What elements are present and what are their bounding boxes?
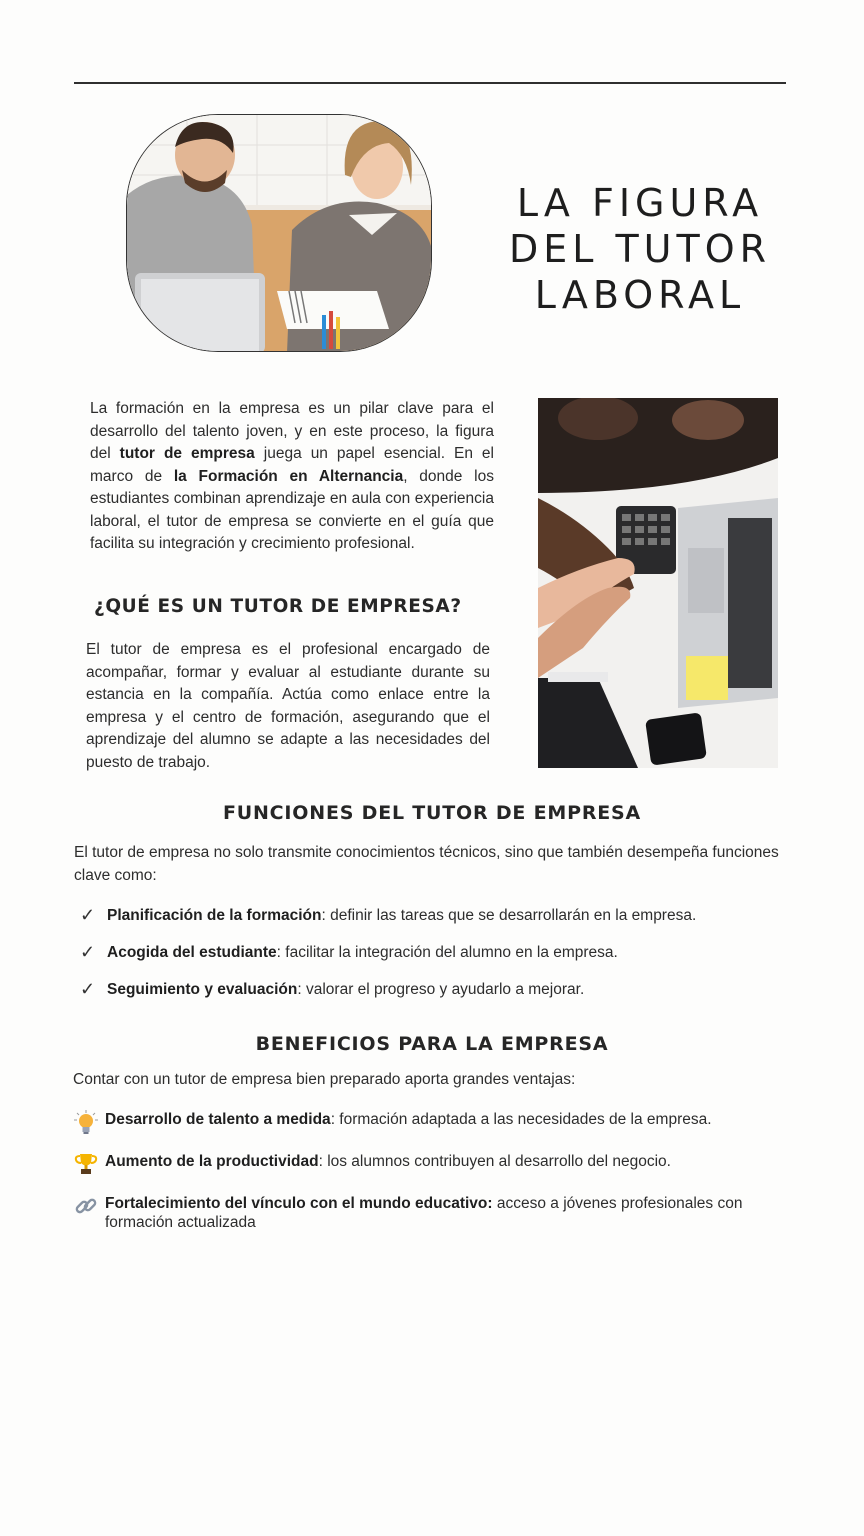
function-title: Planificación de la formación	[107, 907, 322, 924]
benefit-title: Desarrollo de talento a medida	[105, 1111, 331, 1128]
link-icon	[74, 1194, 105, 1218]
function-title: Seguimiento y evaluación	[107, 981, 298, 998]
checkmark-icon: ✓	[80, 979, 96, 999]
title-line-1: LA FIGURA	[516, 181, 764, 225]
intro-text-2: juega un papel esencial. En el marco de	[90, 445, 494, 485]
function-desc: : valorar el progreso y ayudarlo a mejorar.	[297, 981, 585, 998]
title-line-2: DEL TUTOR	[508, 227, 772, 271]
teamwork-hands-photo	[538, 398, 778, 768]
checkmark-icon: ✓	[80, 942, 96, 962]
benefit-title: Aumento de la productividad	[105, 1153, 319, 1170]
list-item	[80, 980, 800, 1017]
functions-heading: FUNCIONES DEL TUTOR DE EMPRESA	[222, 802, 642, 824]
checkmark-icon: ✓	[80, 905, 96, 925]
benefit-desc: acceso a jóvenes profesionales con formación actualizada	[105, 1195, 743, 1231]
top-divider	[74, 82, 786, 84]
benefit-title: Fortalecimiento del vínculo con el mundo educativo:	[105, 1195, 493, 1212]
intro-bold-alternancia: la Formación en Alternancia	[173, 467, 404, 485]
benefit-desc: : los alumnos contribuyen al desarrollo del negocio.	[318, 1153, 671, 1170]
benefits-intro: Contar con un tutor de empresa bien preparado aporta grandes ventajas:	[73, 1071, 576, 1088]
functions-list	[80, 906, 800, 1017]
list-item	[74, 1194, 794, 1232]
function-desc: : definir las tareas que se desarrollarán en la empresa.	[321, 907, 697, 924]
intro-paragraph	[90, 398, 494, 556]
trophy-icon	[74, 1152, 105, 1176]
what-is-tutor-paragraph: El tutor de empresa es el profesional encargado de acompañar, formar y evaluar al estudiante durante su estancia en la compañía. Actúa como enlace entre la empresa y el centro de formación, asegurando que el aprendizaje del alumno se adapte a las necesidades del puesto de trabajo.	[86, 641, 490, 771]
list-item	[80, 943, 800, 980]
benefit-desc: : formación adaptada a las necesidades de la empresa.	[330, 1111, 712, 1128]
function-desc: : facilitar la integración del alumno en la empresa.	[276, 944, 618, 961]
list-item	[74, 1152, 794, 1176]
list-item	[74, 1110, 794, 1134]
intro-text-3: , donde los estudiantes combinan aprendizaje en aula con experiencia laboral, el tutor de empresa se convierte en el guía que facilita su integración y crecimiento profesional.	[90, 467, 494, 552]
list-item	[80, 906, 800, 943]
functions-intro: El tutor de empresa no solo transmite conocimientos técnicos, sino que también desempeña funciones clave como:	[74, 844, 779, 884]
function-title: Acogida del estudiante	[107, 944, 277, 961]
intro-bold-tutor: tutor de empresa	[119, 445, 255, 462]
benefits-heading: BENEFICIOS PARA LA EMPRESA	[255, 1033, 609, 1055]
page-title	[470, 180, 810, 318]
lightbulb-icon	[74, 1110, 105, 1134]
intro-text-1: La formación en la empresa es un pilar clave para el desarrollo del talento joven, y en este proceso, la figura del	[90, 400, 494, 462]
title-line-3: LABORAL	[534, 273, 746, 317]
benefits-list	[74, 1110, 794, 1250]
what-is-tutor-heading: ¿QUÉ ES UN TUTOR DE EMPRESA?	[94, 596, 462, 617]
tutor-student-photo	[126, 114, 432, 352]
